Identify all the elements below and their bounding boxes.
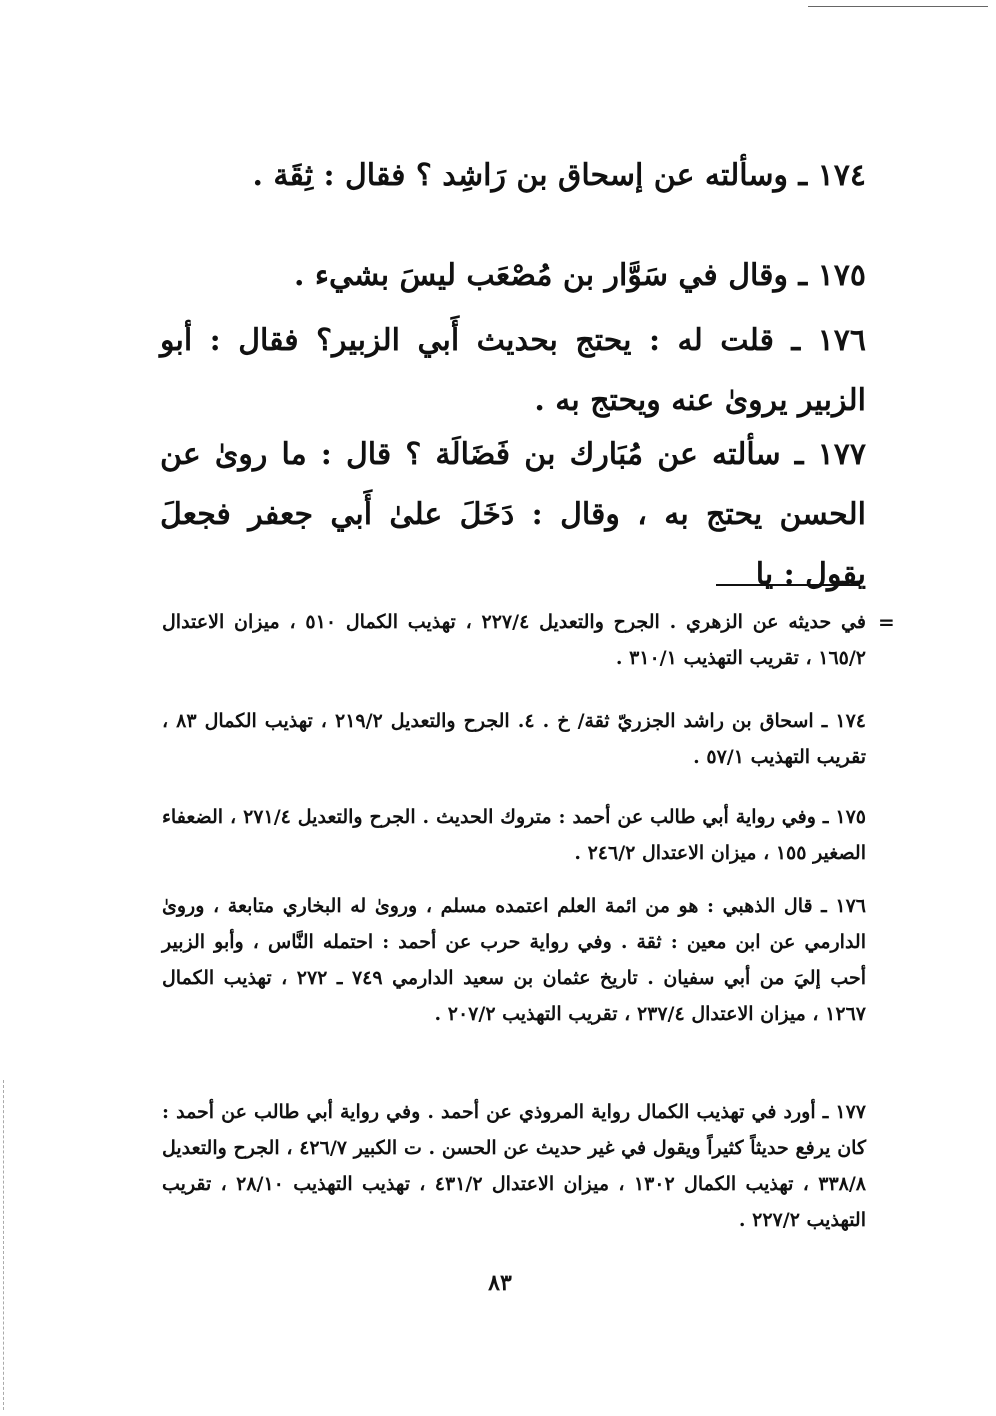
footnote-177 xyxy=(162,1094,866,1238)
footnote-text: في حديثه عن الزهري . الجرح والتعديل ٢٢٧/٤ ، تهذيب الكمال ٥١٠ ، ميزان الاعتدال ١٦٥/٢ ، تقريب التهذيب ٣١٠/١ . xyxy=(162,611,866,669)
entry-text: ١٧٥ ـ وقال في سَوَّار بن مُصْعَب ليسَ بشيء . xyxy=(293,258,866,293)
entry-text: ١٧٤ ـ وسألته عن إسحاق بن رَاشِد ؟ فقال : ثِقَة . xyxy=(252,158,866,193)
footnote-174 xyxy=(162,703,866,775)
footnote-text: ١٧٥ ـ وفي رواية أبي طالب عن أحمد : متروك الحديث . الجرح والتعديل ٢٧١/٤ ، الضعفاء الصغير ١٥٥ ، ميزان الاعتدال ٢٤٦/٢ . xyxy=(162,806,866,864)
footnote-text: ١٧٧ ـ أورد في تهذيب الكمال رواية المروذي عن أحمد . وفي رواية أبي طالب عن أحمد : كان يرفع حديثاً كثيراً ويقول في غير حديث عن الحسن . ت الكبير ٤٢٦/٧ ، الجرح والتعديل ٣٣٨/٨ ، تهذيب الكمال ١٣٠٢ ، ميزان الاعتدال ٤٣١/٢ ، تهذيب التهذيب ٢٨/١٠ ، تقريب التهذيب ٢٢٧/٢ . xyxy=(162,1101,866,1231)
entry-text: ١٧٧ ـ سألته عن مُبَارك بن فَضَالَة ؟ قال : ما روىٰ عن الحسن يحتج به ، وقال : دَخَلَ علىٰ أَبي جعفر فجعلَ يقول : يا xyxy=(160,437,866,592)
page-number: ٨٣ xyxy=(488,1270,512,1296)
entry-text: ١٧٦ ـ قلت له : يحتج بحديث أَبي الزبير؟ فقال : أبو الزبير يروىٰ عنه ويحتج به . xyxy=(160,323,866,418)
main-entry-177 xyxy=(160,425,866,605)
footnote-continuation xyxy=(162,604,866,676)
footnote-separator xyxy=(716,584,860,586)
main-entry-176 xyxy=(160,311,866,431)
footnote-text: ١٧٤ ـ اسحاق بن راشد الجزريّ ثقة/ خ . ٤. الجرح والتعديل ٢١٩/٢ ، تهذيب الكمال ٨٣ ، تقريب التهذيب ٥٧/١ . xyxy=(162,710,866,768)
scan-edge-mark xyxy=(3,1080,5,1410)
main-entry-175 xyxy=(160,246,866,306)
continuation-mark: = xyxy=(878,610,895,634)
top-edge-rule xyxy=(808,6,988,7)
footnote-176 xyxy=(162,888,866,1032)
footnote-175 xyxy=(162,799,866,871)
main-entry-174 xyxy=(160,146,866,206)
footnote-text: ١٧٦ ـ قال الذهبي : هو من ائمة العلم اعتمده مسلم ، وروىٰ له البخاري متابعة ، وروىٰ الدارمي عن ابن معين : ثقة . وفي رواية حرب عن أحمد : احتمله النَّاس ، وأبو الزبير أحب إليَ من أبي سفيان . تاريخ عثمان بن سعيد الدارمي ٧٤٩ ـ ٢٧٢ ، تهذيب الكمال ١٢٦٧ ، ميزان الاعتدال ٢٣٧/٤ ، تقريب التهذيب ٢٠٧/٢ . xyxy=(162,895,866,1025)
